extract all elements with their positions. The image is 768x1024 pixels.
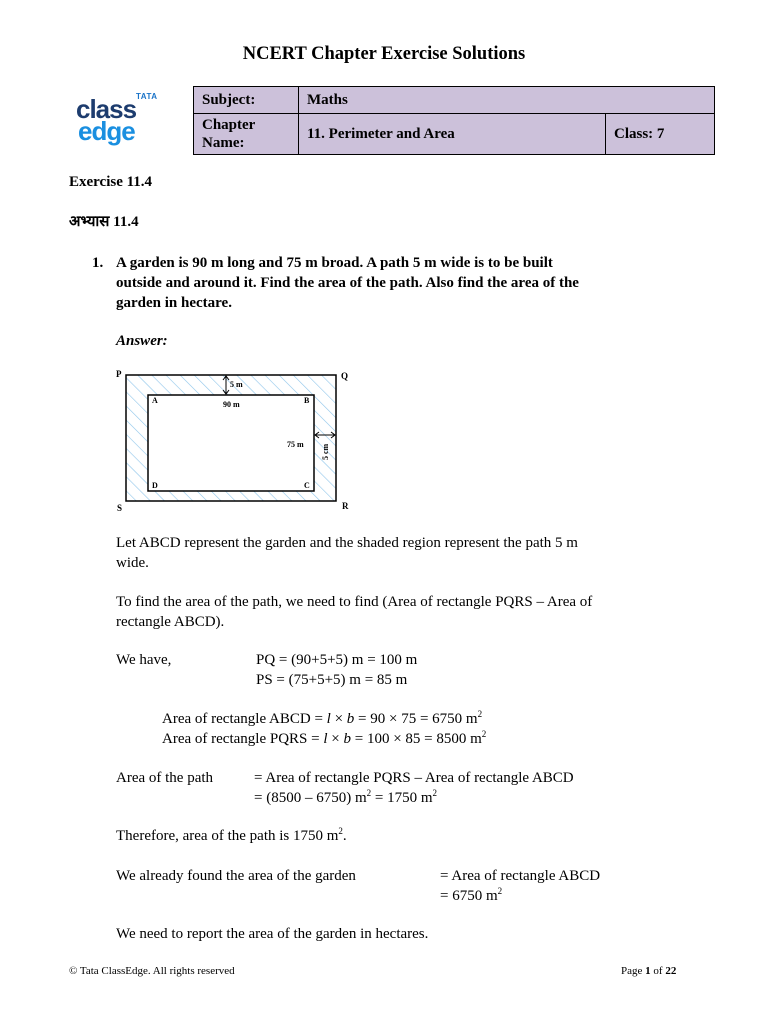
exercise-title-hindi: अभ्यास 11.4 [69, 214, 139, 230]
label-top-width: 5 m [230, 380, 243, 389]
area-abcd-equation: Area of rectangle ABCD = l × b = 90 × 75 = 6750 $m^2$ [162, 709, 483, 727]
we-have-label: We have, [116, 652, 172, 668]
subject-value: Maths [299, 87, 715, 114]
footer-copyright: © Tata ClassEdge. All rights reserved [69, 965, 235, 977]
footer-page-number: Page 1 of 22 [621, 965, 677, 977]
question-line-1: A garden is 90 m long and 75 m broad. A path 5 m wide is to be built [116, 255, 553, 271]
path-area-equation-1: = Area of rectangle PQRS – Area of rectangle ABCD [254, 770, 574, 786]
label-side-width: 5 cm [321, 443, 330, 460]
para-2-line-2: rectangle ABCD). [116, 614, 225, 630]
label-b: B [304, 396, 310, 405]
chapter-value: 11. Perimeter and Area [299, 114, 606, 155]
garden-area-equation-2: = 6750 $m^2$ [440, 886, 503, 904]
path-area-label: Area of the path [116, 770, 214, 786]
ps-equation: PS = (75+5+5) m = 85 m [256, 672, 408, 688]
subject-label: Subject: [194, 87, 299, 114]
garden-area-equation-1: = Area of rectangle ABCD [440, 868, 601, 884]
pq-equation: PQ = (90+5+5) m = 100 m [256, 652, 418, 668]
logo-edge: edge [78, 116, 135, 146]
garden-area-label: We already found the area of the garden [116, 868, 356, 884]
para-2-line-1: To find the area of the path, we need to find (Area of rectangle PQRS – Area of [116, 594, 593, 610]
hectares-statement: We need to report the area of the garden in hectares. [116, 926, 429, 942]
path-area-equation-2: = (8500 – 6750) $m^2 = 1750$ $m^2$ [254, 788, 438, 806]
para-1-line-2: wide. [116, 555, 149, 571]
label-a: A [152, 396, 158, 405]
info-table [193, 86, 715, 155]
exercise-title: Exercise 11.4 [69, 174, 153, 190]
garden-path-figure [112, 364, 358, 518]
label-d: D [152, 481, 158, 490]
logo-tata: TATA [136, 92, 158, 101]
para-1-line-1: Let ABCD represent the garden and the shaded region represent the path 5 m [116, 535, 578, 551]
label-breadth: 75 m [287, 440, 304, 449]
chapter-label: Chapter Name: [194, 114, 299, 155]
label-length: 90 m [223, 400, 240, 409]
therefore-statement: Therefore, area of the path is 1750 $m^2$. [116, 826, 347, 844]
answer-label: Answer: [116, 333, 168, 349]
label-q: Q [341, 371, 349, 381]
classedge-logo [72, 92, 162, 148]
logo-class: class [76, 94, 137, 124]
question-line-2: outside and around it. Find the area of the path. Also find the area of the [116, 275, 579, 291]
question-line-3: garden in hectare. [116, 295, 232, 311]
question-number: 1. [92, 255, 104, 271]
label-r: R [342, 501, 349, 511]
area-pqrs-equation: Area of rectangle PQRS = l × b = 100 × 85 = 8500 $m^2$ [162, 729, 487, 747]
label-s: S [117, 503, 123, 513]
class-label: Class: 7 [606, 114, 715, 155]
page-title: NCERT Chapter Exercise Solutions [242, 44, 526, 64]
label-p: P [116, 369, 122, 379]
label-c: C [304, 481, 310, 490]
